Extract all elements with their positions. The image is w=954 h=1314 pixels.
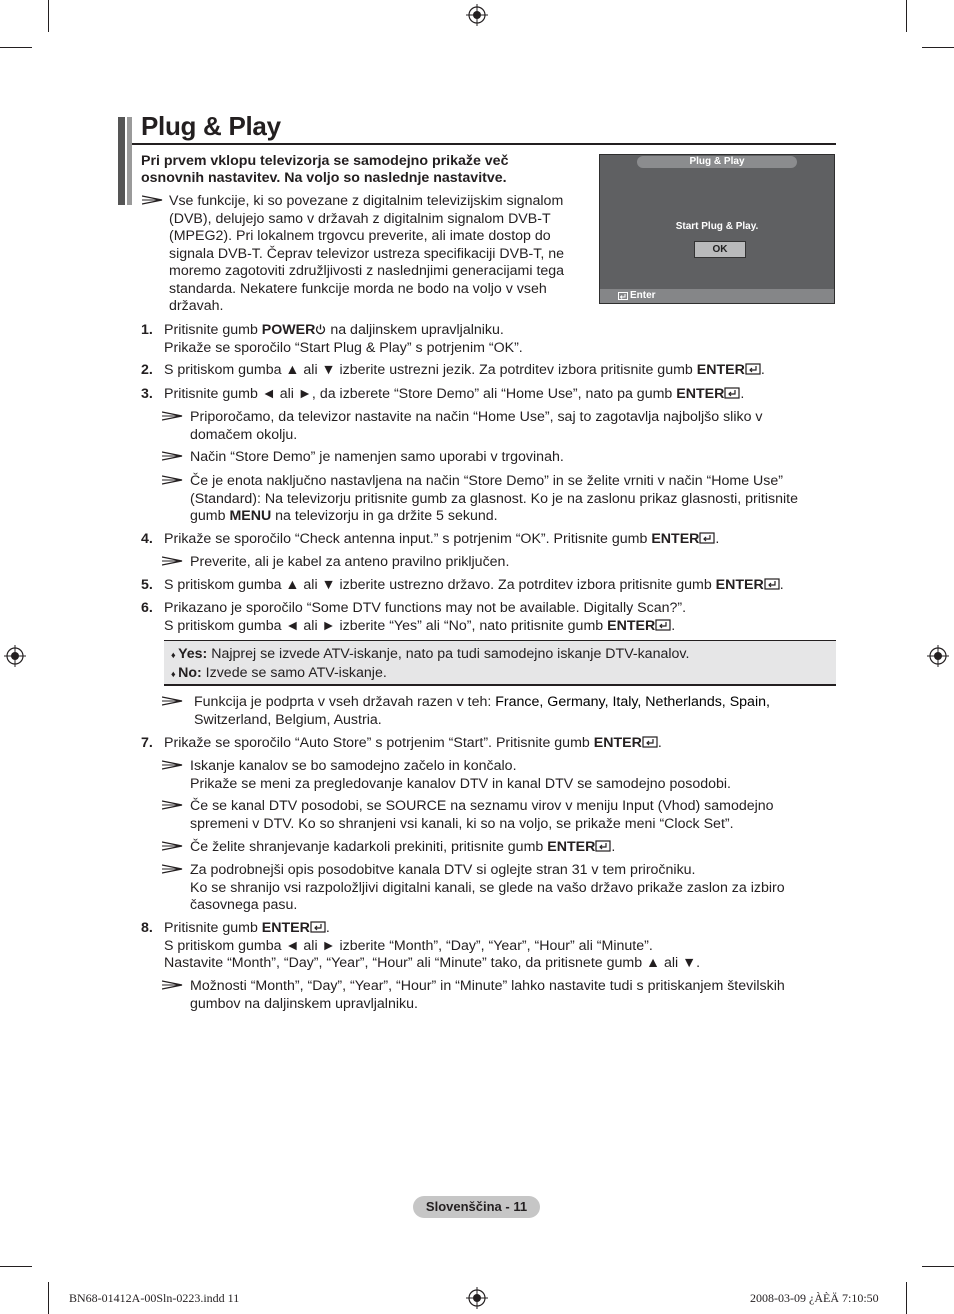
note-text: (Standard): Na televizorju pritisnite gumb za glasnost. Ko je na zaslonu prikaz glasnosti, pritisnite xyxy=(190,490,798,507)
note-arrow-icon xyxy=(162,841,184,851)
registration-mark-icon xyxy=(927,645,949,667)
intro-note-line: moremo zagotoviti združljivosti z naslednjimi generacijami tega xyxy=(169,263,565,279)
crop-mark xyxy=(0,1266,32,1267)
title-divider xyxy=(132,143,836,145)
options-box xyxy=(164,640,836,686)
step-number: 3. xyxy=(141,386,153,402)
power-icon xyxy=(315,324,326,335)
step-text: S pritiskom gumba ▲ ali ▼ izberite ustrezno državo. Za potrditev izbora pritisnite gumb ENTER . xyxy=(164,577,784,593)
crop-mark xyxy=(48,0,49,32)
intro-note-line: signala DVB-T. Čeprav televizor ustreza specifikaciji DVB-T, ne xyxy=(169,245,565,262)
enter-icon xyxy=(618,292,628,300)
registration-mark-icon xyxy=(4,645,26,667)
note-text: Za podrobnejši opis posodobitve kanala DTV si oglejte stran 31 v tem priročniku. xyxy=(190,862,696,878)
intro-note-line: (DVB), delujejo samo v državah z digitalnim signalom DVB-T xyxy=(169,210,551,227)
option-yes: ♦ Yes: Najprej se izvede ATV-iskanje, nato pa tudi samodejno iskanje DTV-kanalov. xyxy=(171,646,690,662)
note-text: Switzerland, Belgium, Austria. xyxy=(194,711,382,728)
step-number: 2. xyxy=(141,362,153,378)
step-number: 1. xyxy=(141,322,153,338)
crop-mark xyxy=(906,0,907,32)
step-number: 7. xyxy=(141,735,153,751)
crop-mark xyxy=(922,47,954,48)
step-text: Prikaže se sporočilo “Auto Store” s potrjenim “Start”. Pritisnite gumb ENTER . xyxy=(164,735,662,751)
enter-icon xyxy=(699,532,715,544)
print-slug-left: BN68-01412A-00Sln-0223.indd 11 xyxy=(69,1291,240,1305)
step-number: 5. xyxy=(141,577,153,593)
step-number: 6. xyxy=(141,600,153,616)
page-title: Plug & Play xyxy=(141,111,281,141)
tv-screen-title: Plug & Play xyxy=(637,156,797,168)
note-text: Če se kanal DTV posodobi, se SOURCE na seznamu virov v meniju Input (Vhod) samodejno xyxy=(190,798,774,814)
step-text: Pritisnite gumb ◄ ali ►, da izberete “Store Demo” ali “Home Use”, nato pa gumb ENTER . xyxy=(164,386,745,402)
note-text: Način “Store Demo” je namenjen samo uporabi v trgovinah. xyxy=(190,449,564,465)
title-accent-bar xyxy=(118,117,125,205)
enter-icon xyxy=(764,578,780,590)
intro-note-line: Vse funkcije, ki so povezane z digitalnim televizijskim signalom xyxy=(169,193,564,209)
step-text: Pritisnite gumb POWER na daljinskem upravljalniku. xyxy=(164,322,504,338)
note-text: spremeni v DTV. Ko so shranjeni vsi kanali, ki so na voljo, se prikaže meni “Clock Set”. xyxy=(190,815,734,832)
title-accent-bar xyxy=(127,117,132,205)
crop-mark xyxy=(906,1282,907,1314)
note-arrow-icon xyxy=(162,800,184,810)
note-text: gumb MENU na televizorju in ga držite 5 sekund. xyxy=(190,508,498,524)
note-text: Če je enota naključno nastavljena na način “Store Demo” in se želite vrniti v način “Home Use” xyxy=(190,473,784,489)
note-text: Preverite, ali je kabel za anteno pravilno priključen. xyxy=(190,554,510,570)
step-number: 8. xyxy=(141,920,153,936)
tv-screen-illustration xyxy=(599,154,835,304)
step-text: S pritiskom gumba ◄ ali ► izberite “Yes” ali “No”, nato pritisnite gumb ENTER . xyxy=(164,617,676,634)
step-text: S pritiskom gumba ◄ ali ► izberite “Month”, “Day”, “Year”, “Hour” ali “Minute”. xyxy=(164,937,653,954)
crop-mark xyxy=(922,1266,954,1267)
intro-note-line: standarda. Nekatere funkcije morda ne bodo na voljo v vseh xyxy=(169,280,547,297)
note-arrow-icon xyxy=(142,195,164,205)
note-text: Če želite shranjevanje kadarkoli prekiniti, pritisnite gumb ENTER . xyxy=(190,839,616,855)
print-slug-right: 2008-03-09 ¿ÀÈÄ 7:10:50 xyxy=(750,1291,879,1305)
enter-icon xyxy=(745,363,761,375)
note-text: domačem okolju. xyxy=(190,426,298,443)
note-arrow-icon xyxy=(162,760,184,770)
page-number-badge: Slovenščina - 11 xyxy=(413,1196,540,1218)
note-arrow-icon xyxy=(162,451,184,461)
note-arrow-icon xyxy=(162,475,184,485)
tv-footer-label: Enter xyxy=(630,290,656,301)
note-text: Prikaže se meni za pregledovanje kanalov DTV in kanal DTV se samodejno posodobi. xyxy=(190,775,731,792)
step-text: Nastavite “Month”, “Day”, “Year”, “Hour” ali “Minute” tako, da pritisnete gumb ▲ ali ▼. xyxy=(164,955,701,971)
tv-screen-message: Start Plug & Play. xyxy=(675,221,759,232)
intro-line: osnovnih nastavitev. Na voljo so naslednje nastavitve. xyxy=(141,170,507,186)
tv-ok-button: OK xyxy=(694,241,746,258)
step-text: Prikaže se sporočilo “Start Plug & Play” s potrjenim “OK”. xyxy=(164,339,523,356)
note-arrow-icon xyxy=(162,411,184,421)
enter-icon xyxy=(655,619,671,631)
registration-mark-icon xyxy=(466,1287,488,1309)
option-no: ♦ No: Izvede se samo ATV-iskanje. xyxy=(171,665,387,681)
note-arrow-icon xyxy=(162,864,184,874)
tv-screen-footer xyxy=(600,289,834,303)
note-text: časovnega pasu. xyxy=(190,897,298,913)
note-text: Funkcija je podprta v vseh državah razen v teh: France, Germany, Italy, Netherlands, Spain, xyxy=(194,694,770,710)
enter-icon xyxy=(724,387,740,399)
note-arrow-icon xyxy=(162,556,184,566)
note-text: Priporočamo, da televizor nastavite na način “Home Use”, saj to zagotavlja najboljšo sliko v xyxy=(190,409,763,425)
note-text: Iskanje kanalov se bo samodejno začelo in končalo. xyxy=(190,758,517,774)
note-text: Ko se shranijo vsi razpoložljivi digitalni kanali, se glede na vašo državo prikaže zaslon za izbiro xyxy=(190,879,785,896)
enter-icon xyxy=(310,921,326,933)
crop-mark xyxy=(48,1282,49,1314)
intro-line: Pri prvem vklopu televizorja se samodejno prikaže več xyxy=(141,153,509,169)
step-text: Prikaže se sporočilo “Check antenna input.” s potrjenim “OK”. Pritisnite gumb ENTER . xyxy=(164,531,720,547)
intro-note-line: državah. xyxy=(169,298,224,314)
note-arrow-icon xyxy=(162,980,184,990)
intro-note-line: (MPEG2). Pri lokalnem trgovcu preverite, ali imate dostop do xyxy=(169,228,551,244)
registration-mark-icon xyxy=(466,4,488,26)
note-text: Možnosti “Month”, “Day”, “Year”, “Hour” in “Minute” lahko nastavite tudi s pritiskanjem številskih xyxy=(190,978,785,994)
step-text: Prikazano je sporočilo “Some DTV functions may not be available. Digitally Scan?”. xyxy=(164,600,687,616)
step-number: 4. xyxy=(141,531,153,547)
note-text: gumbov na daljinskem upravljalniku. xyxy=(190,995,418,1012)
step-text: S pritiskom gumba ▲ ali ▼ izberite ustrezni jezik. Za potrditev izbora pritisnite gumb ENTER . xyxy=(164,362,765,378)
enter-icon xyxy=(595,840,611,852)
crop-mark xyxy=(0,47,32,48)
step-text: Pritisnite gumb ENTER . xyxy=(164,920,330,936)
note-arrow-icon xyxy=(162,696,184,706)
enter-icon xyxy=(642,736,658,748)
